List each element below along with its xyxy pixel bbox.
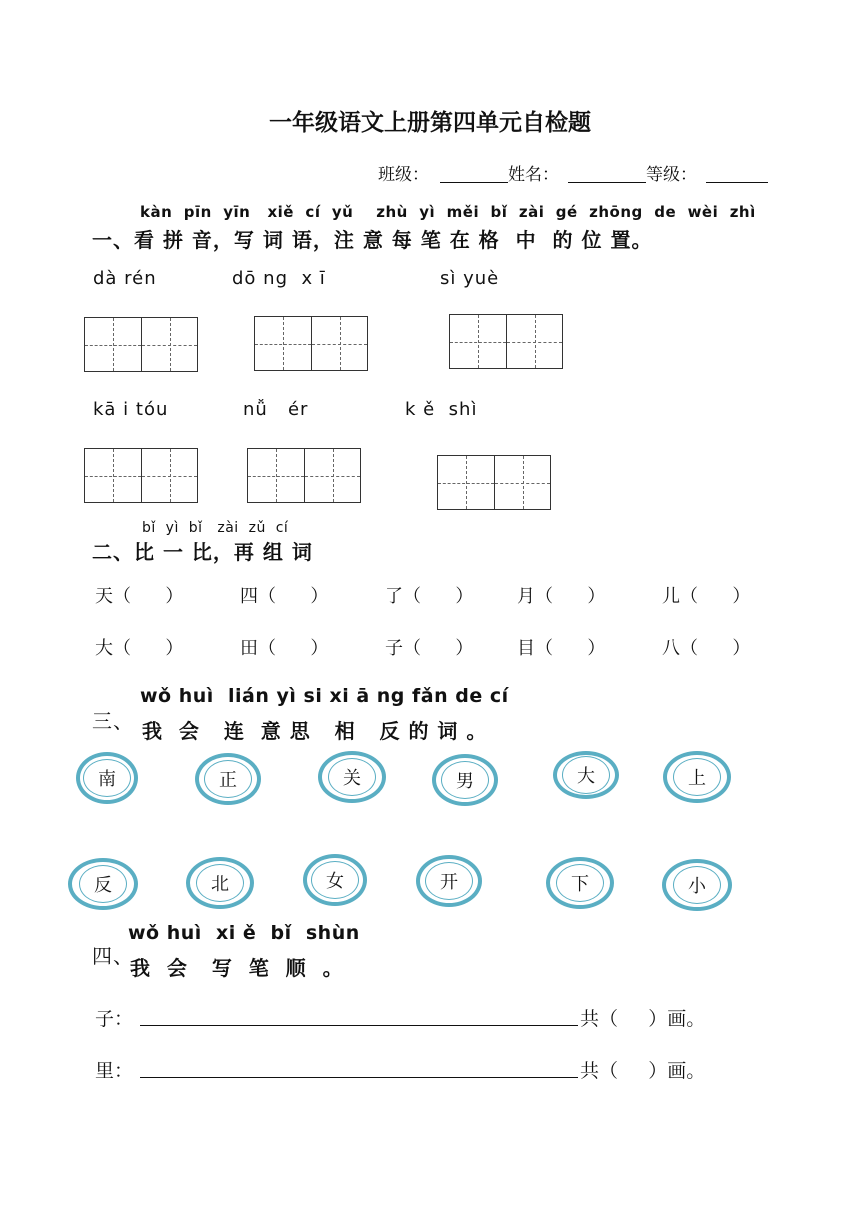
writing-grid[interactable] [84,317,198,372]
stroke-count[interactable]: 共（ ）画。 [580,1060,706,1082]
match-oval[interactable] [186,857,254,909]
writing-grid[interactable] [437,455,551,510]
match-oval[interactable] [195,753,261,805]
pinyin-word: kā i tóu [93,399,169,420]
compare-item[interactable]: 大（ ） [95,638,184,659]
compare-item[interactable]: 天（ ） [95,586,184,607]
name-label: 姓名： [508,165,559,185]
pinyin-word: sì yuè [440,268,500,289]
class-blank[interactable] [440,164,508,183]
grid-cell[interactable] [506,315,562,368]
match-char: 大 [562,756,610,794]
grid-cell[interactable] [438,456,494,509]
grid-cell[interactable] [311,317,367,370]
grid-cell[interactable] [248,449,304,502]
compare-item[interactable]: 月（ ） [517,586,606,607]
stroke-answer-line[interactable] [140,1024,578,1026]
match-oval[interactable] [663,751,731,803]
section4-number: 四、 [92,944,134,968]
grid-cell[interactable] [494,456,550,509]
section1-heading: 一、看 拼 音，写 词 语，注 意 每 笔 在 格 中 的 位 置。 [92,228,653,252]
match-oval[interactable] [303,854,367,906]
pinyin-word: dō ng x ī [232,268,326,289]
page-title: 一年级语文上册第四单元自检题 [269,109,591,136]
match-char: 南 [83,759,131,797]
compare-item[interactable]: 田（ ） [240,638,329,659]
match-char: 关 [328,758,376,796]
match-char: 小 [673,866,721,904]
match-oval[interactable] [68,858,138,910]
writing-grid[interactable] [254,316,368,371]
section2-pinyin: bǐ yì bǐ zài zǔ cí [142,520,289,536]
writing-grid[interactable] [449,314,563,369]
match-char: 男 [441,761,489,799]
writing-grid[interactable] [84,448,198,503]
grade-blank[interactable] [706,164,768,183]
match-char: 正 [204,760,252,798]
compare-item[interactable]: 四（ ） [240,586,329,607]
grid-cell[interactable] [255,317,311,370]
grid-cell[interactable] [85,449,141,502]
grid-cell[interactable] [141,318,197,371]
class-label: 班级： [378,165,429,185]
section3-heading: 我 会 连 意 思 相 反 的 词 。 [142,719,488,743]
stroke-char: 里： [95,1060,134,1082]
grid-cell[interactable] [450,315,506,368]
section3-number: 三、 [92,709,134,733]
compare-item[interactable]: 了（ ） [385,586,474,607]
stroke-char: 子： [95,1008,134,1030]
match-char: 上 [673,758,721,796]
match-oval[interactable] [553,751,619,799]
pinyin-word: dà rén [93,268,157,289]
match-oval[interactable] [318,751,386,803]
match-oval[interactable] [546,857,614,909]
section4-pinyin: wǒ huì xi ě bǐ shùn [128,922,360,944]
grid-cell[interactable] [304,449,360,502]
compare-item[interactable]: 子（ ） [385,638,474,659]
section4-heading: 我 会 写 笔 顺 。 [130,956,344,980]
section3-pinyin: wǒ huì lián yì si xi ā ng fǎn de cí [140,685,509,707]
name-blank[interactable] [568,164,646,183]
section2-heading: 二、比 一 比，再 组 词 [92,540,313,564]
section1-pinyin: kàn pīn yīn xiě cí yǔ zhù yì měi bǐ zài gé zhōng de wèi zhì [140,203,756,221]
writing-grid[interactable] [247,448,361,503]
match-oval[interactable] [662,859,732,911]
match-char: 女 [311,861,359,899]
grade-label: 等级： [646,165,697,185]
grid-cell[interactable] [141,449,197,502]
match-char: 北 [196,864,244,902]
stroke-answer-line[interactable] [140,1076,578,1078]
match-oval[interactable] [76,752,138,804]
pinyin-word: nǚ ér [243,399,309,420]
grid-cell[interactable] [85,318,141,371]
match-oval[interactable] [432,754,498,806]
match-char: 反 [79,865,127,903]
stroke-count[interactable]: 共（ ）画。 [580,1008,706,1030]
compare-item[interactable]: 目（ ） [517,638,606,659]
compare-item[interactable]: 儿（ ） [662,586,751,607]
match-char: 下 [556,864,604,902]
pinyin-word: k ě shì [405,399,478,420]
match-oval[interactable] [416,855,482,907]
match-char: 开 [425,862,473,900]
compare-item[interactable]: 八（ ） [662,638,751,659]
